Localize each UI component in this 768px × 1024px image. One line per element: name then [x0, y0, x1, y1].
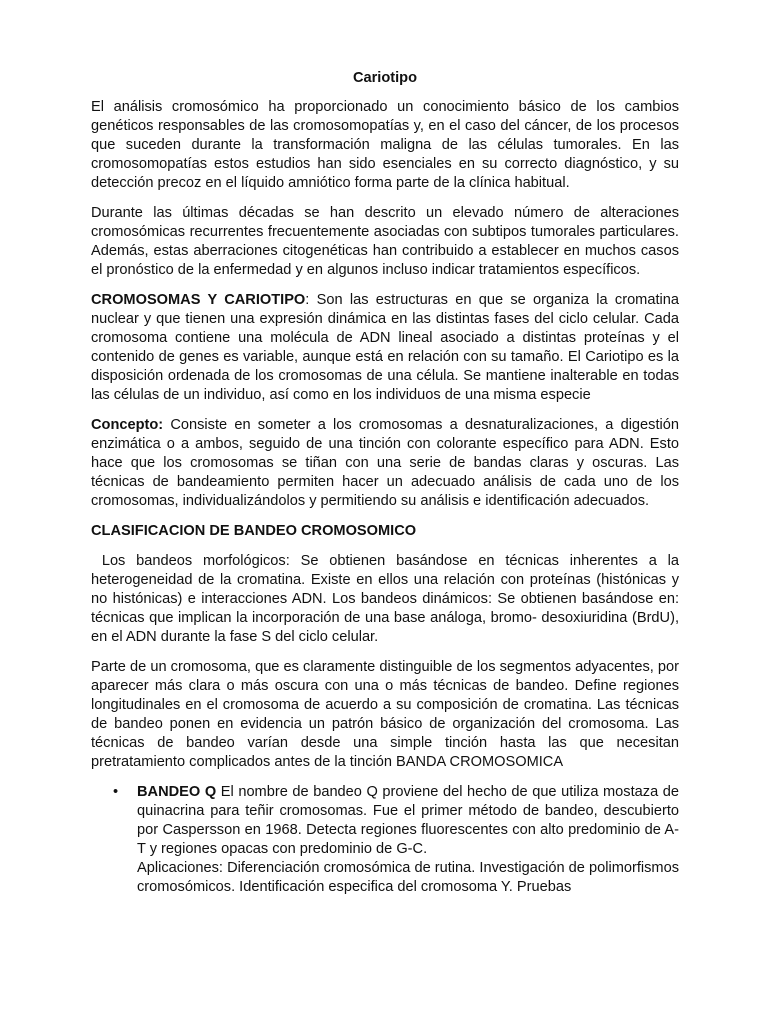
concepto-text: Consiste en someter a los cromosomas a desnaturalizaciones, a digestión enzimática o a ambos, seguido de una tinción con colorante específico para ADN. Esto hace que los cromosomas se tiñan con una serie de bandas claras y oscuras. Las técnicas de bandeamiento permiten hacer un adecuado análisis de cada uno de los cromosomas, individualizándolos y permitiendo su análisis e identificación adecuados. — [91, 417, 679, 510]
clasificacion-heading: CLASIFICACION DE BANDEO CROMOSOMICO — [91, 522, 417, 539]
bandeo-q-text: El nombre de bandeo Q proviene del hecho de que utiliza mostaza de quinacrina para teñir cromosomas. Fue el primer método de bandeo, descubierto por Caspersson en 1968. Detecta regiones fluorescentes con alto predominio de A-T y regiones opacas con predominio de G-C. — [137, 783, 679, 857]
intro-paragraph-1: El análisis cromosómico ha proporcionado un conocimiento básico de los cambios genéticos responsables de las cromosomopatías y, en el caso del cáncer, de los procesos que suceden durante la transformación maligna de las células tumorales. En las cromosomopatías estos estudios han sido esenciales en su correcto diagnóstico, y su detección precoz en el líquido amniótico forma parte de la clínica habitual. — [91, 99, 679, 192]
cromosomas-text: : Son las estructuras en que se organiza la cromatina nuclear y que tienen una expresión dinámica en las distintas fases del ciclo celular. Cada cromosoma contiene una molécula de ADN lineal asociado a distintas proteínas y el contenido de genes es variable, aunque está en relación con su tamaño. El Cariotipo es la disposición ordenada de los cromosomas de una célula. Se mantiene inalterable en todas las células de un individuo, así como en los individuos de una misma especie — [91, 291, 679, 404]
bandeos-paragraph: Los bandeos morfológicos: Se obtienen basándose en técnicas inherentes a la heterogeneidad de la cromatina. Existe en ellos una relación con proteínas (histónicas y no histónicas) e interacciones ADN. Los bandeos dinámicos: Se obtienen basándose en: técnicas que implican la incorporación de una base análoga, bromo- desoxiuridina (BrdU), en el ADN durante la fase S del ciclo celular. — [91, 552, 684, 645]
bandeo-q-description — [137, 783, 679, 859]
cromosomas-paragraph — [91, 291, 679, 406]
concepto-paragraph — [91, 416, 679, 511]
cromosomas-label: CROMOSOMAS Y CARIOTIPO — [91, 291, 306, 308]
bandeo-q-label: BANDEO Q — [137, 783, 217, 800]
bandeo-list — [91, 783, 679, 898]
document-title: Cariotipo — [352, 70, 418, 86]
intro-paragraph-2: Durante las últimas décadas se han descrito un elevado número de alteraciones cromosómicas recurrentes frecuentemente asociadas con subtipos tumorales particulares. Además, estas aberraciones citogenéticas han contribuido a establecer en muchos casos el pronóstico de la enfermedad y en algunos incluso indicar tratamientos específicos. — [91, 205, 679, 279]
concepto-label: Concepto: — [91, 417, 164, 433]
parte-paragraph: Parte de un cromosoma, que es claramente distinguible de los segmentos adyacentes, por aparecer más clara o más oscura con una o más técnicas de bandeo. Define regiones longitudinales en el cromosoma de acuerdo a su composición de cromatina. Las técnicas de bandeo ponen en evidencia un patrón básico de organización del cromosoma. Las técnicas de bandeo varían desde una simple tinción hasta las que necesitan pretratamiento complicados antes de la tinción BANDA CROMOSOMICA — [91, 658, 679, 770]
list-item-bandeo-q — [91, 783, 679, 898]
bullet-icon: • — [113, 783, 119, 800]
bandeo-q-aplicaciones: Aplicaciones: Diferenciación cromosómica de rutina. Investigación de polimorfismos cromosómicos. Identificación especifica del cromosoma Y. Pruebas — [137, 859, 679, 896]
